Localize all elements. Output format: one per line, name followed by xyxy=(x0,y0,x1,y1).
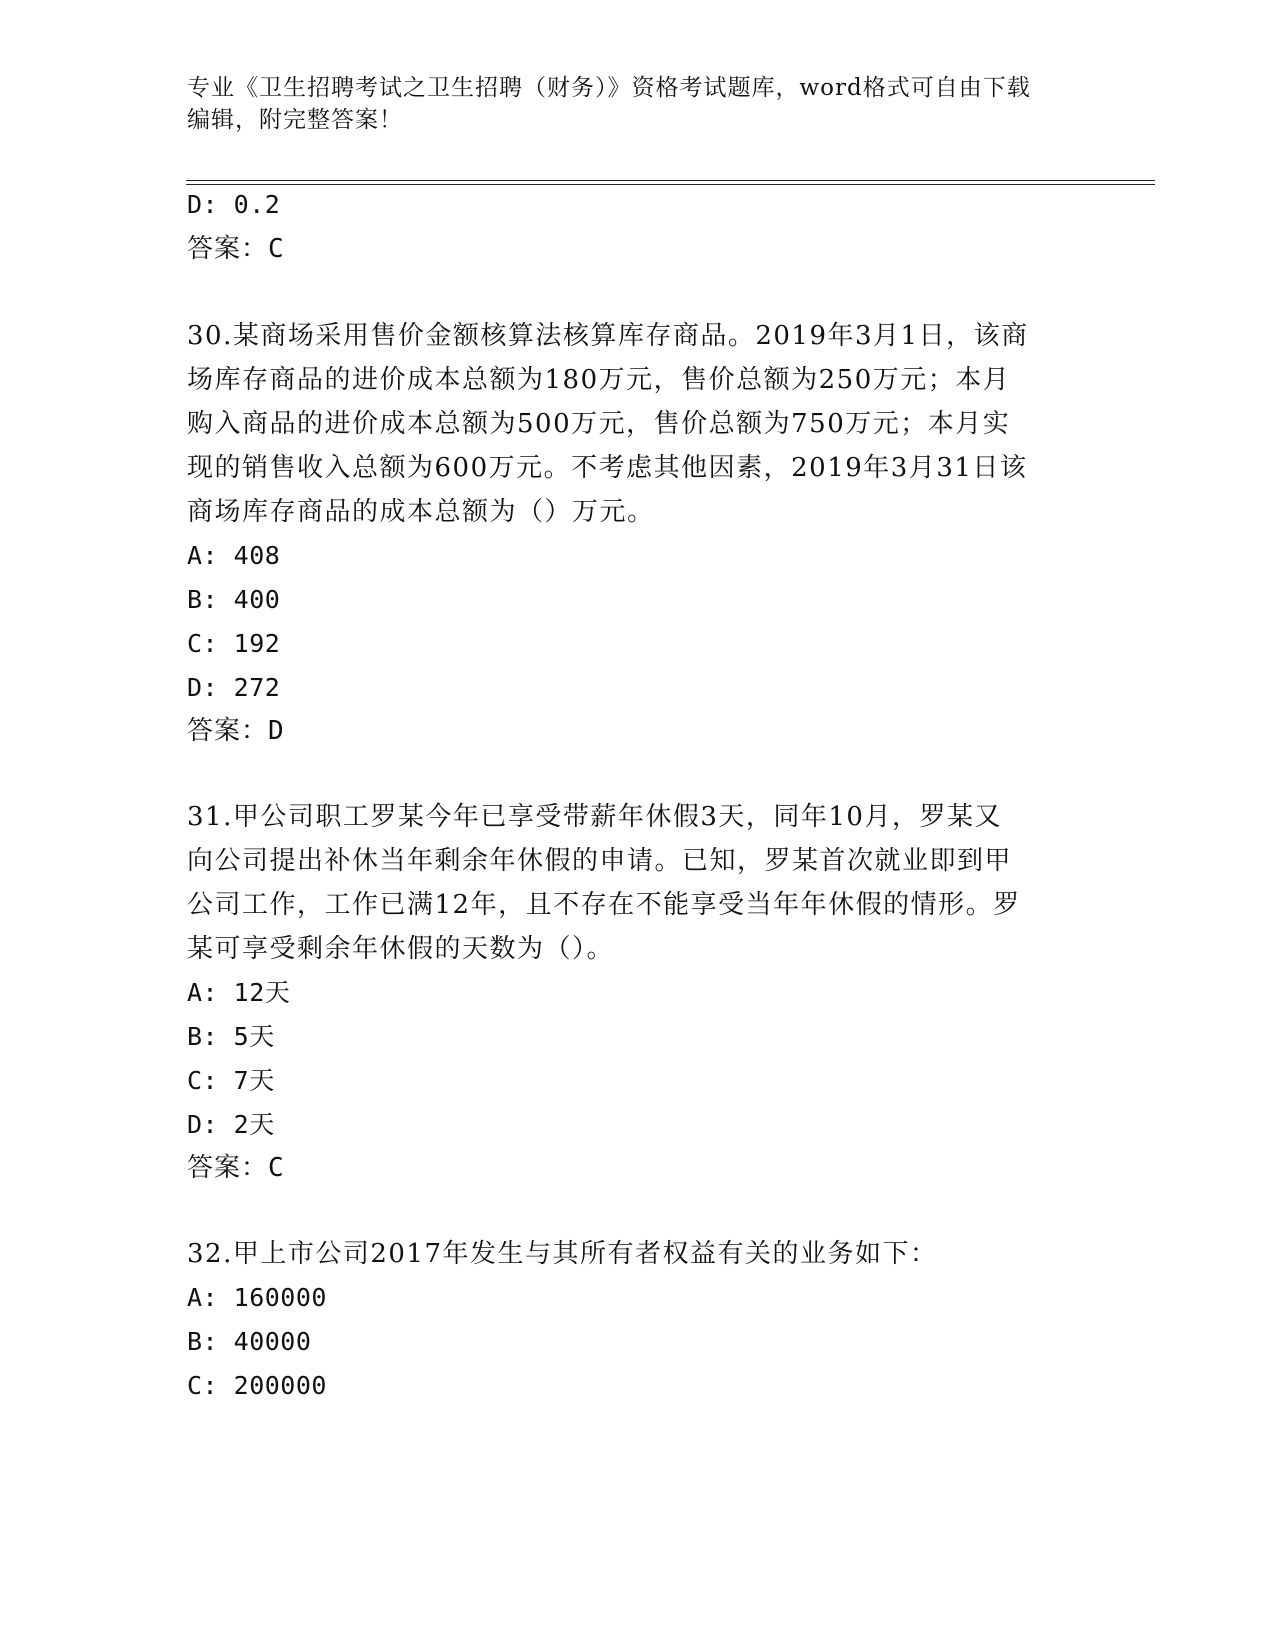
q31-option-b: B: 5天 xyxy=(187,1022,275,1051)
q31-answer xyxy=(187,1152,285,1184)
q31-option-a: A: 12天 xyxy=(187,978,291,1007)
answer-label: 答案： xyxy=(187,1153,269,1183)
q30-text-line-3: 购入商品的进价成本总额为500万元，售价总额为750万元；本月实 xyxy=(187,409,1011,439)
q30-text-line-4: 现的销售收入总额为600万元。不考虑其他因素，2019年3月31日该 xyxy=(187,453,1028,483)
q31-option-c: C: 7天 xyxy=(187,1066,275,1095)
q32-option-a: A: 160000 xyxy=(187,1283,327,1312)
q32-option-b: B: 40000 xyxy=(187,1327,312,1356)
q30-text-line-2: 场库存商品的进价成本总额为180万元，售价总额为250万元；本月 xyxy=(187,365,1011,395)
q30-text-line-1: 30.某商场采用售价金额核算法核算库存商品。2019年3月1日，该商 xyxy=(187,321,1029,351)
q32-option-c: C: 200000 xyxy=(187,1371,327,1400)
q31-option-d: D: 2天 xyxy=(187,1110,275,1139)
header-divider-thin xyxy=(186,180,1155,181)
header-line-2: 编辑，附完整答案！ xyxy=(187,107,403,133)
q30-text-line-5: 商场库存商品的成本总额为（）万元。 xyxy=(187,497,655,527)
header-divider-thick xyxy=(186,184,1155,185)
answer-label: 答案： xyxy=(187,716,269,746)
q30-option-b: B: 400 xyxy=(187,585,281,614)
q31-text-line-1: 31.甲公司职工罗某今年已享受带薪年休假3天，同年10月，罗某又 xyxy=(187,802,1002,832)
q30-option-c: C: 192 xyxy=(187,629,281,658)
answer-value: C xyxy=(268,234,285,264)
document-header xyxy=(187,72,1067,136)
q30-answer xyxy=(187,715,285,747)
header-line-1: 专业《卫生招聘考试之卫生招聘（财务）》资格考试题库，word格式可自由下载 xyxy=(187,75,1031,101)
prev-answer xyxy=(187,233,285,265)
q31-text-line-3: 公司工作，工作已满12年，且不存在不能享受当年年休假的情形。罗 xyxy=(187,890,1021,920)
answer-value: C xyxy=(268,1153,285,1183)
prev-option-d: D: 0.2 xyxy=(187,190,281,219)
q31-text-line-4: 某可享受剩余年休假的天数为（）。 xyxy=(187,934,615,964)
q32-text-line-1: 32.甲上市公司2017年发生与其所有者权益有关的业务如下： xyxy=(187,1239,938,1269)
q30-option-d: D: 272 xyxy=(187,673,281,702)
answer-value: D xyxy=(268,716,285,746)
q31-text-line-2: 向公司提出补休当年剩余年休假的申请。已知，罗某首次就业即到甲 xyxy=(187,846,1013,876)
q30-option-a: A: 408 xyxy=(187,541,281,570)
answer-label: 答案： xyxy=(187,234,269,264)
